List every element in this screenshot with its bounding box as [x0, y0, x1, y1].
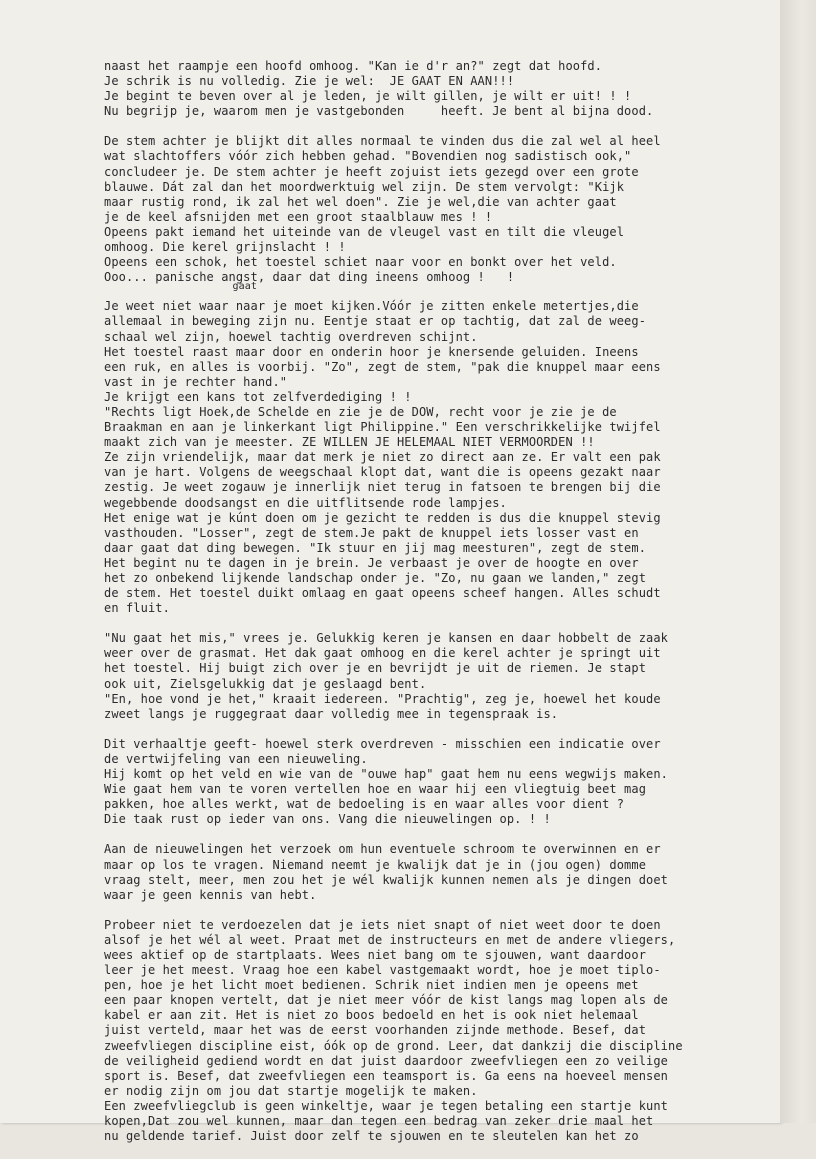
text-line: zweet langs je ruggegraat daar volledig mee in tegenspraak is.: [104, 706, 559, 721]
text-line: zestig. Je weet zogauw je innerlijk niet terug in fatsoen te brengen bij die: [104, 480, 661, 495]
text-line: leer je het meest. Vraag hoe een kabel vastgemaakt wordt, hoe je moet tiplo-: [104, 963, 661, 978]
text-line: Nu begrijp je, waarom men je vastgebonden heeft. Je bent al bijna dood.: [104, 104, 654, 119]
text-line: "Rechts ligt Hoek,de Schelde en zie je de DOW, recht voor je zie je de: [104, 404, 617, 419]
paragraph-2: [104, 134, 684, 291]
text-line: een ruk, en alles is voorbij. "Zo", zegt de stem, "pak die knuppel maar eens: [104, 359, 661, 374]
text-line: maar rustig rond, ik zal het wel doen". Zie je wel,die van achter gaat: [104, 194, 617, 209]
text-line: Opeens pakt iemand het uiteinde van de vleugel vast en tilt die vleugel: [104, 224, 625, 239]
text-line: Je weet niet waar naar je moet kijken.Vóór je zitten enkele metertjes,die: [104, 299, 639, 314]
text-line: Je schrik is nu volledig. Zie je wel: JE GAAT EN AAN!!!: [104, 74, 515, 89]
text-line: sport is. Besef, dat zweefvliegen een teamsport is. Ga eens na hoeveel mensen: [104, 1068, 668, 1083]
text-line: maar op los te vragen. Niemand neemt je kwalijk dat je in (jou ogen) domme: [104, 857, 647, 872]
text-line: het toestel. Hij buigt zich over je en bevrijdt je uit de riemen. Je stapt: [104, 661, 647, 676]
text-line: een paar knopen vertelt, dat je niet meer vóór de kist langs mag lopen als de: [104, 993, 668, 1008]
text-line: vasthouden. "Losser", zegt de stem.Je pakt de knuppel iets losser vast en: [104, 525, 639, 540]
paragraph-7: [104, 918, 684, 1144]
text-line: Ooo... panische angst, daar dat ding ineens omhoog ! !: [104, 270, 515, 285]
typed-text-body: [104, 59, 684, 1159]
text-line: het zo onbekend lijkende landschap onder je. "Zo, nu gaan we landen," zegt: [104, 571, 647, 585]
text-line: Een zweefvliegclub is geen winkeltje, waar je tegen betaling een startje kunt: [104, 1098, 668, 1113]
text-line: daar gaat dat ding bewegen. "Ik stuur en jij mag meesturen", zegt de stem.: [104, 540, 647, 555]
text-line: van je hart. Volgens de weegschaal klopt dat, want die is opeens gezakt naar: [104, 465, 661, 480]
text-line: de stem. Het toestel duikt omlaag en gaat opeens scheef hangen. Alles schudt: [104, 586, 661, 601]
interlinear-insertion: gaat: [104, 281, 258, 293]
text-line: kopen,Dat zou wel kunnen, maar dan tegen een bedrag van zeker drie maal het: [104, 1114, 654, 1128]
text-line: schaal wel zijn, hoewel tachtig overdreven schijnt.: [104, 329, 478, 344]
text-line: er nodig zijn om jou dat startje mogelijk te maken.: [104, 1083, 478, 1098]
text-line: juist verteld, maar het was de eerst voorhanden zijnde methode. Besef, dat: [104, 1023, 647, 1038]
text-line: waar je geen kennis van hebt.: [104, 887, 317, 902]
text-line: vast in je rechter hand.": [104, 374, 288, 389]
text-line: en fluit.: [104, 601, 170, 616]
text-line: je de keel afsnijden met een groot staalblauw mes ! !: [104, 209, 493, 224]
text-line: nu geldende tarief. Juist door zelf te sjouwen en te sleutelen kan het zo: [104, 1129, 639, 1144]
text-line: Je krijgt een kans tot zelfverdediging ! !: [104, 389, 412, 404]
paragraph-6: [104, 842, 684, 902]
text-line: Opeens een schok, het toestel schiet naar voor en bonkt over het veld.: [104, 255, 617, 270]
text-line: Je begint te beven over al je leden, je wilt gillen, je wilt er uit! ! !: [104, 89, 632, 104]
underlying-page-edge: [780, 0, 816, 1123]
text-line: "En, hoe vond je het," kraait iedereen. "Prachtig", zeg je, hoewel het koude: [104, 691, 661, 706]
text-line: zweefvliegen discipline eist, óók op de grond. Leer, dat dankzij die discipline: [104, 1038, 683, 1053]
paragraph-1: [104, 59, 684, 119]
paragraph-5: [104, 737, 684, 828]
text-line: ook uit, Zielsgelukkig dat je geslaagd bent.: [104, 676, 427, 691]
text-line: "Nu gaat het mis," vrees je. Gelukkig keren je kansen en daar hobbelt de zaak: [104, 631, 668, 646]
text-line: Aan de nieuwelingen het verzoek om hun eventuele schroom te overwinnen en er: [104, 842, 661, 857]
text-line: maakt zich van je meester. ZE WILLEN JE HELEMAAL NIET VERMOORDEN !!: [104, 435, 595, 450]
text-line: Dit verhaaltje geeft- hoewel sterk overdreven - misschien een indicatie over: [104, 736, 661, 751]
text-line: de veiligheid gediend wordt en dat juist daardoor zweefvliegen een zo veilige: [104, 1053, 668, 1068]
text-line: pakken, hoe alles werkt, wat de bedoeling is en waar alles voor dient ?: [104, 797, 625, 812]
text-line: kabel er aan zit. Het is niet zo boos bedoeld en het is ook niet helemaal: [104, 1008, 639, 1023]
text-line: Het enige wat je kúnt doen om je gezicht te redden is dus die knuppel stevig: [104, 510, 661, 525]
text-line: Het toestel raast maar door en onderin hoor je knersende geluiden. Ineens: [104, 344, 639, 359]
text-line: wat slachtoffers vóór zich hebben gehad. "Bovendien nog sadistisch ook,": [104, 149, 632, 164]
text-line: naast het raampje een hoofd omhoog. "Kan ie d'r an?" zegt dat hoofd.: [104, 59, 603, 73]
text-line: De stem achter je blijkt dit alles normaal te vinden dus die zal wel al heel: [104, 134, 661, 149]
text-line: concludeer je. De stem achter je heeft zojuist iets gezegd over een grote: [104, 164, 639, 179]
text-line: Braakman en aan je linkerkant ligt Philippine." Een verschrikkelijke twijfel: [104, 420, 661, 435]
text-line: allemaal in beweging zijn nu. Eentje staat er op tachtig, dat zal de weeg-: [104, 314, 647, 329]
text-line: wees aktief op de startplaats. Wees niet bang om te sjouwen, want daardoor: [104, 947, 647, 962]
text-line: weer over de grasmat. Het dak gaat omhoog en die kerel achter je springt uit: [104, 646, 661, 661]
text-line: Probeer niet te verdoezelen dat je iets niet snapt of niet weet door te doen: [104, 917, 661, 932]
text-line: Die taak rust op ieder van ons. Vang die nieuwelingen op. ! !: [104, 812, 551, 827]
text-line: vraag stelt, meer, men zou het je wél kwalijk kunnen nemen als je dingen doet: [104, 872, 668, 887]
paragraph-4: [104, 631, 684, 722]
text-line: blauwe. Dát zal dan het moordwerktuig wel zijn. De stem vervolgt: "Kijk: [104, 179, 625, 194]
text-line: alsof je het wél al weet. Praat met de instructeurs en met de andere vliegers,: [104, 932, 676, 947]
text-line: Ze zijn vriendelijk, maar dat merk je niet zo direct aan ze. Er valt een pak: [104, 450, 661, 465]
text-line: omhoog. Die kerel grijnslacht ! !: [104, 240, 346, 255]
text-line: Wie gaat hem van te voren vertellen hoe en waar hij een vliegtuig beet mag: [104, 782, 647, 797]
text-line: Het begint nu te dagen in je brein. Je verbaast je over de hoogte en over: [104, 555, 639, 570]
text-line: wegebbende doodsangst en die uitflitsende rode lampjes.: [104, 495, 507, 510]
text-line: pen, hoe je het licht moet bedienen. Schrik niet indien men je opeens met: [104, 978, 639, 993]
paragraph-3: [104, 299, 684, 616]
text-line: Hij komt op het veld en wie van de "ouwe hap" gaat hem nu eens wegwijs maken.: [104, 767, 668, 782]
text-line: de vertwijfeling van een nieuweling.: [104, 751, 368, 766]
